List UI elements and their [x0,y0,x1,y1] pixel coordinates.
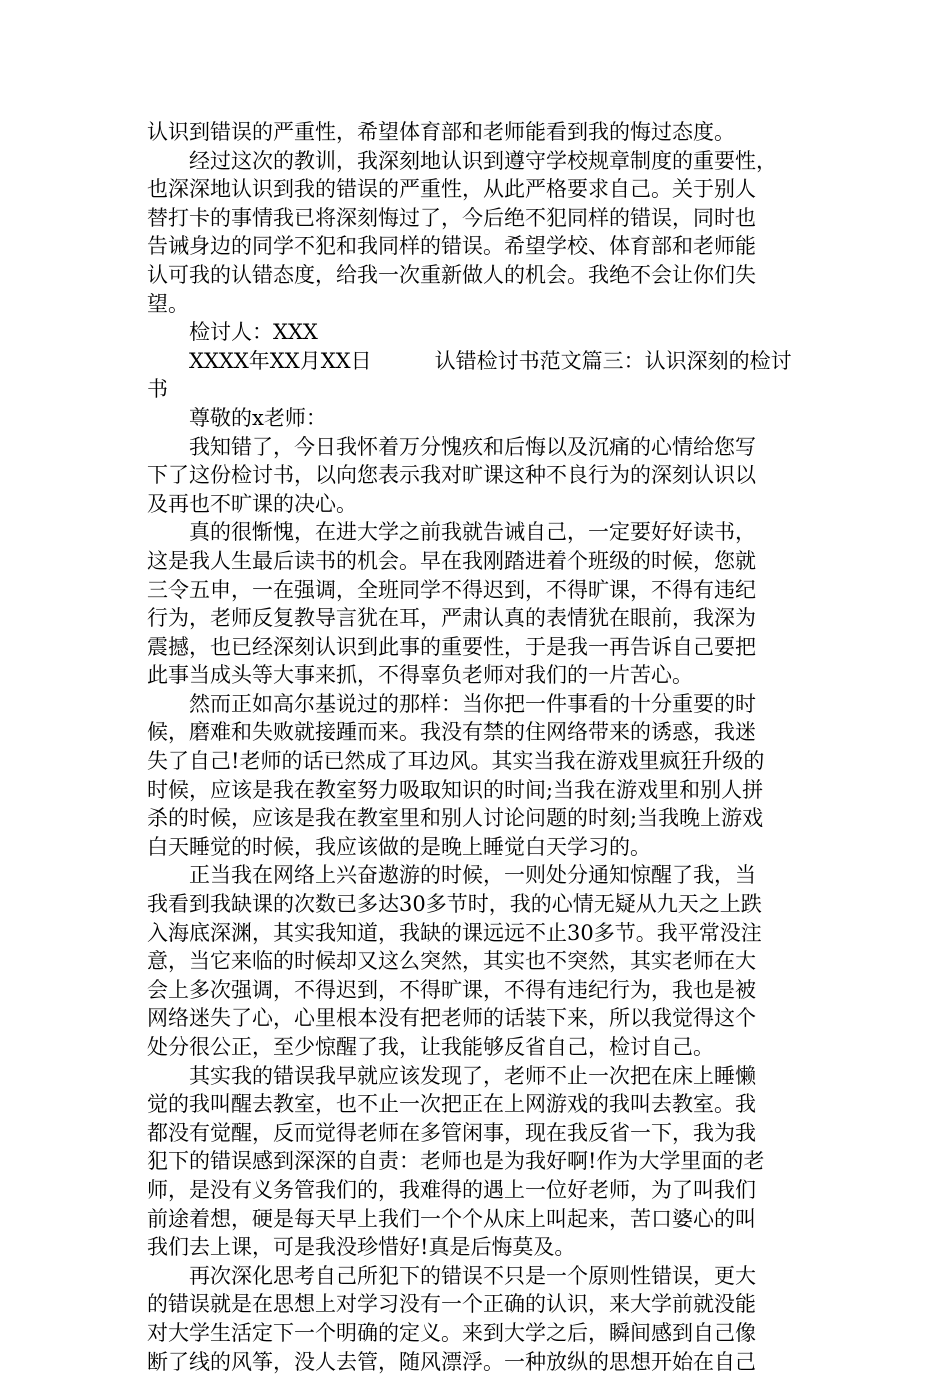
text-line: 替打卡的事情我已将深刻悔过了，今后绝不犯同样的错误，同时也 [147,205,756,230]
text-line: 失了自己!老师的话已然成了耳边风。其实当我在游戏里疯狂升级的 [147,749,765,774]
text-line: 此事当成头等大事来抓，不得辜负老师对我们的一片苦心。 [147,663,693,688]
text-line: 觉的我叫醒去教室，也不止一次把正在上网游戏的我叫去教室。我 [147,1092,756,1117]
text-line: 候，磨难和失败就接踵而来。我没有禁的住网络带来的诱惑，我迷 [147,720,756,745]
text-line: 我们去上课，可是我没珍惜好!真是后悔莫及。 [147,1235,576,1260]
text-line: 都没有觉醒，反而觉得老师在多管闲事，现在我反省一下，我为我 [147,1120,756,1145]
text-line: 下了这份检讨书，以向您表示我对旷课这种不良行为的深刻认识以 [147,463,756,488]
text-line: 的错误就是在思想上对学习没有一个正确的认识，来大学前就没能 [147,1292,756,1317]
text-line: 也深深地认识到我的错误的严重性，从此严格要求自己。关于别人 [147,177,756,202]
text-line: 然而正如高尔基说过的那样：当你把一件事看的十分重要的时 [147,691,756,716]
text-line: 我知错了，今日我怀着万分愧疚和后悔以及沉痛的心情给您写 [147,434,756,459]
text-line: 前途着想，硬是每天早上我们一个个从床上叫起来，苦口婆心的叫 [147,1206,756,1231]
text-line: 尊敬的x老师： [147,405,327,430]
text-line: 意，当它来临的时候却又这么突然，其实也不突然，其实老师在大 [147,949,756,974]
text-line: 杀的时候，应该是我在教室里和别人讨论问题的时刻;当我晚上游戏 [147,806,764,831]
text-line: 断了线的风筝，没人去管，随风漂浮。一种放纵的思想开始在自己 [147,1349,756,1374]
text-line: 正当我在网络上兴奋遨游的时候，一则处分通知惊醒了我，当 [147,863,756,888]
text-line: 其实我的错误我早就应该发现了，老师不止一次把在床上睡懒 [147,1063,756,1088]
text-line: 会上多次强调，不得迟到，不得旷课，不得有违纪行为，我也是被 [147,977,756,1002]
text-line: 师，是没有义务管我们的，我难得的遇上一位好老师，为了叫我们 [147,1177,756,1202]
text-line: 检讨人：XXX [147,320,318,345]
text-line: 经过这次的教训，我深刻地认识到遵守学校规章制度的重要性， [147,148,777,173]
text-line: 网络迷失了心，心里根本没有把老师的话装下来，所以我觉得这个 [147,1006,756,1031]
text-line: 对大学生活定下一个明确的定义。来到大学之后，瞬间感到自己像 [147,1320,756,1345]
text-line: 入海底深渊，其实我知道，我缺的课远远不止30多节。我平常没注 [147,920,762,945]
text-line: 白天睡觉的时候，我应该做的是晚上睡觉白天学习的。 [147,834,651,859]
text-line: 行为，老师反复教导言犹在耳，严肃认真的表情犹在眼前，我深为 [147,606,756,631]
text-line: 望。 [147,291,189,316]
text-line: XXXX年XX月XX日 认错检讨书范文篇三：认识深刻的检讨 [147,348,792,373]
text-line: 告诫身边的同学不犯和我同样的错误。希望学校、体育部和老师能 [147,234,756,259]
text-line: 震撼，也已经深刻认识到此事的重要性，于是我一再告诉自己要把 [147,634,756,659]
text-line: 及再也不旷课的决心。 [147,491,357,516]
text-line: 这是我人生最后读书的机会。早在我刚踏进着个班级的时候，您就 [147,548,756,573]
text-line: 认识到错误的严重性，希望体育部和老师能看到我的悔过态度。 [147,120,735,144]
text-line: 真的很惭愧，在进大学之前我就告诫自己，一定要好好读书， [147,520,756,545]
text-line: 再次深化思考自己所犯下的错误不只是一个原则性错误，更大 [147,1263,756,1288]
text-line: 处分很公正，至少惊醒了我，让我能够反省自己，检讨自己。 [147,1035,714,1059]
text-line: 我看到我缺课的次数已多达30多节时，我的心情无疑从九天之上跌 [147,892,762,917]
text-line: 犯下的错误感到深深的自责：老师也是为我好啊!作为大学里面的老 [147,1149,765,1174]
text-line: 书 [147,377,168,402]
text-line: 三令五申，一在强调，全班同学不得迟到，不得旷课，不得有违纪 [147,577,756,602]
text-line: 认可我的认错态度，给我一次重新做人的机会。我绝不会让你们失 [147,262,756,287]
document-body [147,118,827,1376]
text-line: 时候，应该是我在教室努力吸取知识的时间;当我在游戏里和别人拼 [147,777,764,802]
